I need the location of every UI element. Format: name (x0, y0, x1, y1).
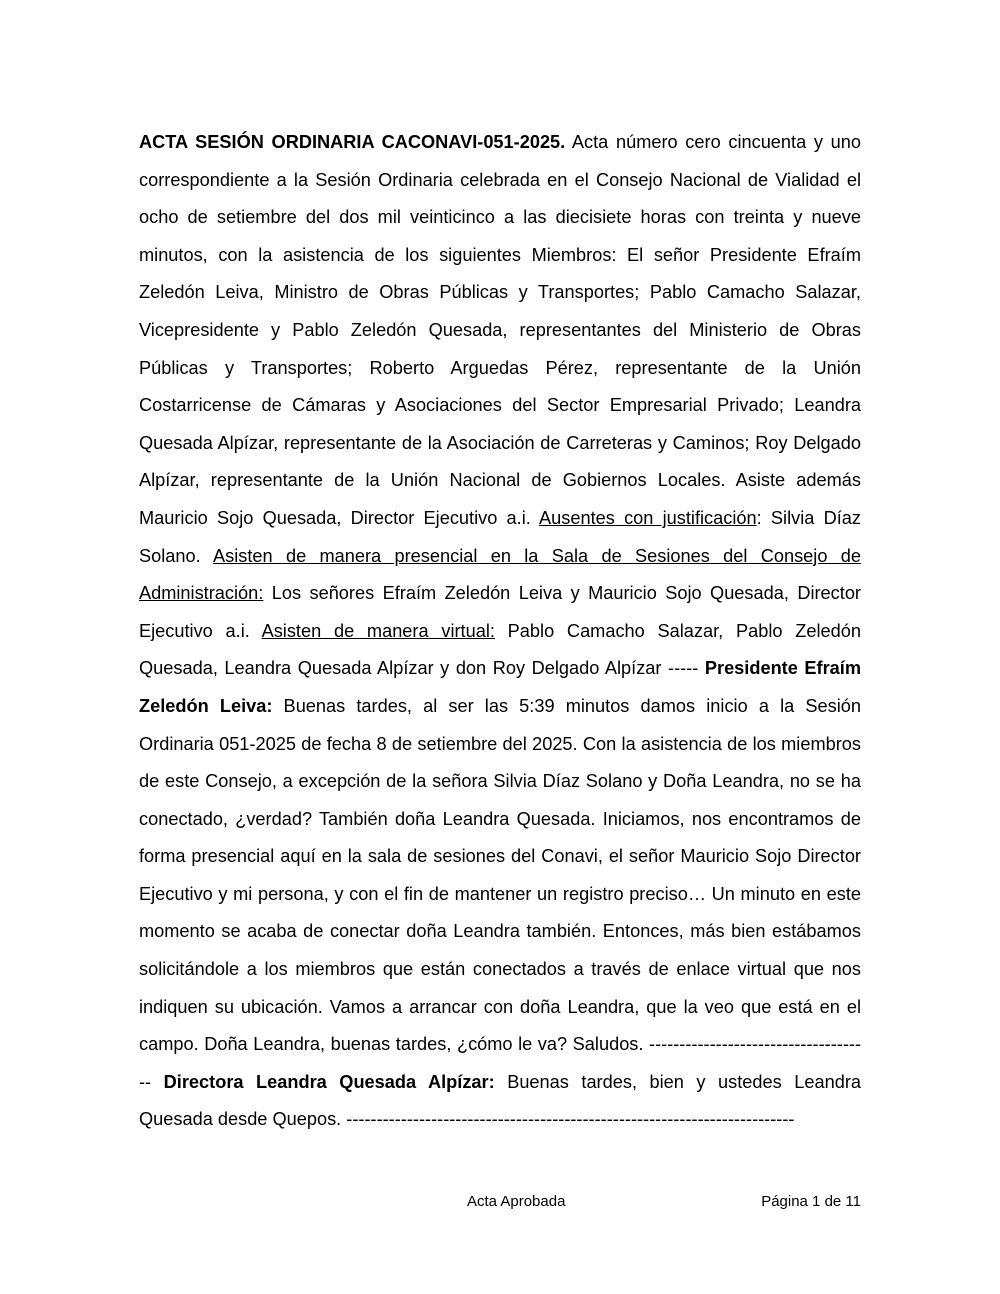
minutes-paragraph (139, 124, 861, 1139)
document-page (139, 124, 861, 1139)
absent-text: : Silvia Díaz Solano. (139, 507, 861, 566)
virtual-label: Asisten de manera virtual: (261, 620, 495, 641)
minutes-title: ACTA SESIÓN ORDINARIA CACONAVI-051-2025. (139, 132, 566, 152)
page-footer (0, 1193, 1000, 1217)
minutes-intro: Acta número cero cincuenta y uno correspondiente a la Sesión Ordinaria celebrada en el Consejo Nacional de Vialidad el ocho de setiembre del dos mil veinticinco a las diecisiete horas con treinta y nueve minutos, con la asistencia de los siguientes Miembros: El señor Presidente Efraím Zeledón Leiva, Ministro de Obras Públicas y Transportes; Pablo Camacho Salazar, Vicepresidente y Pablo Zeledón Quesada, representantes del Ministerio de Obras Públicas y Transportes; Roberto Arguedas Pérez, representante de la Unión Costarricense de Cámaras y Asociaciones del Sector Empresarial Privado; Leandra Quesada Alpízar, representante de la Asociación de Carreteras y Caminos; Roy Delgado Alpízar, representante de la Unión Nacional de Gobiernos Locales. Asiste además Mauricio Sojo Quesada, Director Ejecutivo a.i. (139, 132, 861, 528)
virtual-text: Pablo Camacho Salazar, Pablo Zeledón Quesada, Leandra Quesada Alpízar y don Roy Delgado Alpízar ----- (139, 620, 861, 679)
presential-label: Asisten de manera presencial en la Sala de Sesiones del Consejo de Administración: (139, 545, 861, 604)
page-number: Página 1 de 11 (761, 1193, 861, 1210)
speech-president: Buenas tardes, al ser las 5:39 minutos damos inicio a la Sesión Ordinaria 051-2025 de fecha 8 de setiembre del 2025. Con la asistencia de los miembros de este Consejo, a excepción de la señora Silvia Díaz Solano y Doña Leandra, no se ha conectado, ¿verdad? También doña Leandra Quesada. Iniciamos, nos encontramos de forma presencial aquí en la sala de sesiones del Conavi, el señor Mauricio Sojo Director Ejecutivo y mi persona, y con el fin de mantener un registro preciso… Un minuto en este momento se acaba de conectar doña Leandra también. Entonces, más bien estábamos solicitándole a los miembros que están conectados a través de enlace virtual que nos indiquen su ubicación. Vamos a arrancar con doña Leandra, que la veo que está en el campo. Doña Leandra, buenas tardes, ¿cómo le va? Saludos. ------------------------------------- (139, 695, 861, 1092)
presential-text: Los señores Efraím Zeledón Leiva y Mauricio Sojo Quesada, Director Ejecutivo a.i. (139, 583, 861, 641)
approval-status: Acta Aprobada (467, 1193, 566, 1210)
speaker-director: Directora Leandra Quesada Alpízar: (163, 1071, 495, 1092)
speech-director: Buenas tardes, bien y ustedes Leandra Quesada desde Quepos. -------------------------------------------------------------------------- (139, 1071, 861, 1130)
absent-label: Ausentes con justificación (539, 507, 757, 528)
speaker-president: Presidente Efraím Zeledón Leiva: (139, 658, 862, 716)
